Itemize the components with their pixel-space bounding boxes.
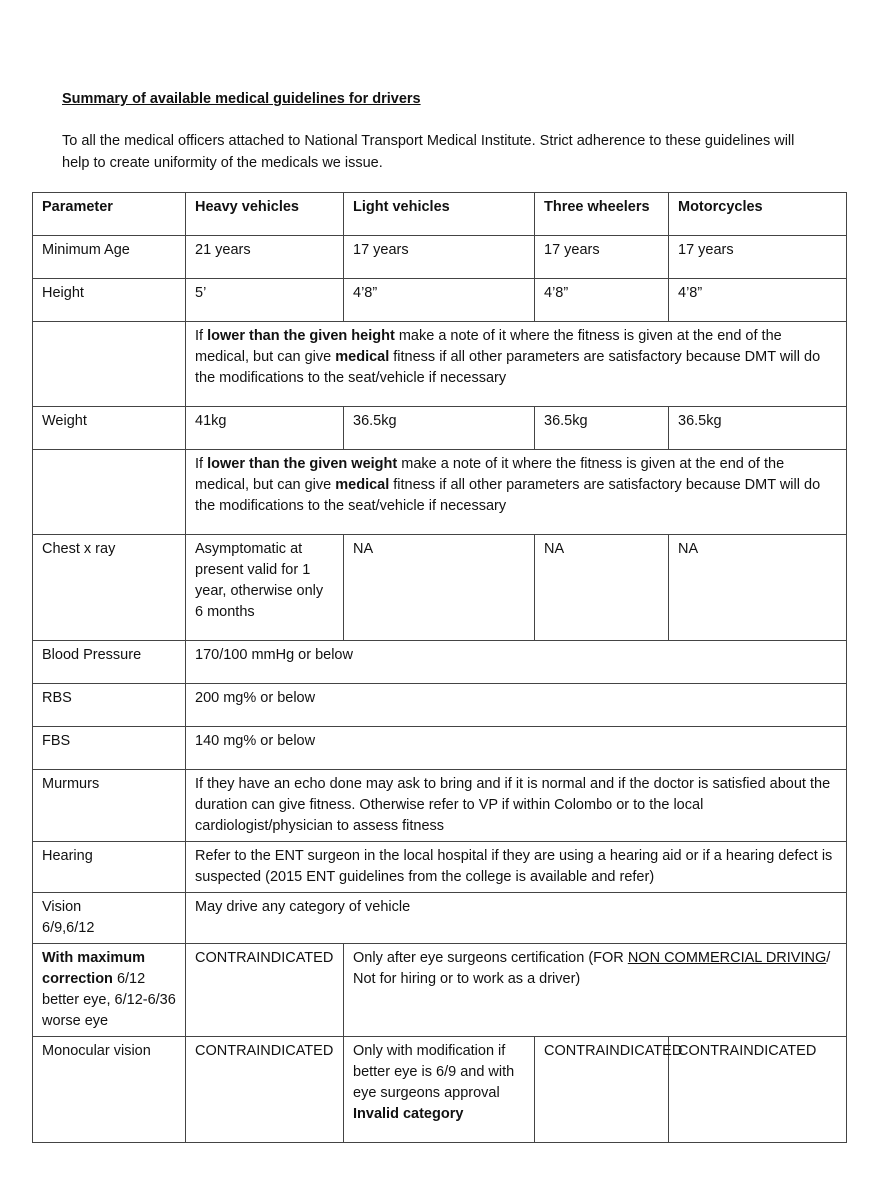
cell-heavy: Asymptomatic at present valid for 1 year, otherwise only 6 months	[186, 535, 344, 641]
cell-three: 4’8”	[535, 279, 669, 322]
row-weight-note	[33, 450, 847, 535]
cell-three: 36.5kg	[535, 407, 669, 450]
empty-cell	[33, 450, 186, 535]
cell-moto: 4’8”	[669, 279, 847, 322]
page-title: Summary of available medical guidelines for drivers	[62, 91, 421, 107]
label: With maximum correction 6/12 better eye, 6/12-6/36 worse eye	[33, 944, 186, 1037]
row-min-age	[33, 236, 847, 279]
cell-light: 36.5kg	[344, 407, 535, 450]
row-monocular	[33, 1037, 847, 1143]
cell-heavy: 21 years	[186, 236, 344, 279]
row-height	[33, 279, 847, 322]
label: Blood Pressure	[33, 641, 186, 684]
row-murmurs	[33, 770, 847, 842]
label: Weight	[33, 407, 186, 450]
header-heavy: Heavy vehicles	[186, 193, 344, 236]
cell-moto: 17 years	[669, 236, 847, 279]
cell-value: 140 mg% or below	[186, 727, 847, 770]
cell-moto: 36.5kg	[669, 407, 847, 450]
cell-three: CONTRAINDICATED	[535, 1037, 669, 1143]
row-height-note	[33, 322, 847, 407]
label: Height	[33, 279, 186, 322]
header-three: Three wheelers	[535, 193, 669, 236]
label: RBS	[33, 684, 186, 727]
row-weight	[33, 407, 847, 450]
label: Monocular vision	[33, 1037, 186, 1143]
cell-three: 17 years	[535, 236, 669, 279]
row-hearing	[33, 842, 847, 893]
empty-cell	[33, 322, 186, 407]
row-max-correction	[33, 944, 847, 1037]
cell-value: 200 mg% or below	[186, 684, 847, 727]
cell-light: NA	[344, 535, 535, 641]
cell-three: NA	[535, 535, 669, 641]
cell-moto: NA	[669, 535, 847, 641]
cell-heavy: 5’	[186, 279, 344, 322]
label: Chest x ray	[33, 535, 186, 641]
cell-other: Only after eye surgeons certification (FOR NON COMMERCIAL DRIVING/ Not for hiring or to work as a driver)	[344, 944, 847, 1037]
row-rbs	[33, 684, 847, 727]
label: Vision 6/9,6/12	[33, 893, 186, 944]
header-row	[33, 193, 847, 236]
cell-value: Refer to the ENT surgeon in the local hospital if they are using a hearing aid or if a hearing defect is suspected (2015 ENT guidelines from the college is available and refer)	[186, 842, 847, 893]
label: Murmurs	[33, 770, 186, 842]
header-moto: Motorcycles	[669, 193, 847, 236]
guidelines-table	[32, 192, 847, 1143]
row-fbs	[33, 727, 847, 770]
row-bp	[33, 641, 847, 684]
label: FBS	[33, 727, 186, 770]
row-vision	[33, 893, 847, 944]
cell-light: 4’8”	[344, 279, 535, 322]
cell-value: If they have an echo done may ask to bring and if it is normal and if the doctor is satisfied about the duration can give fitness. Otherwise refer to VP if within Colombo or to the local cardiologist/physician to assess fitness	[186, 770, 847, 842]
cell-heavy: CONTRAINDICATED	[186, 944, 344, 1037]
height-note: If lower than the given height make a note of it where the fitness is given at the end of the medical, but can give medical fitness if all other parameters are satisfactory because DMT will do the modifications to the seat/vehicle if necessary	[186, 322, 847, 407]
cell-light: 17 years	[344, 236, 535, 279]
row-chest	[33, 535, 847, 641]
cell-light: Only with modification if better eye is 6/9 and with eye surgeons approval Invalid category	[344, 1037, 535, 1143]
label: Hearing	[33, 842, 186, 893]
header-light: Light vehicles	[344, 193, 535, 236]
cell-value: 170/100 mmHg or below	[186, 641, 847, 684]
cell-moto: CONTRAINDICATED	[669, 1037, 847, 1143]
cell-heavy: 41kg	[186, 407, 344, 450]
intro-paragraph: To all the medical officers attached to National Transport Medical Institute. Strict adherence to these guidelines will help to create uniformity of the medicals we issue.	[62, 133, 795, 171]
weight-note: If lower than the given weight make a note of it where the fitness is given at the end of the medical, but can give medical fitness if all other parameters are satisfactory because DMT will do the modifications to the seat/vehicle if necessary	[186, 450, 847, 535]
cell-value: May drive any category of vehicle	[186, 893, 847, 944]
label: Minimum Age	[33, 236, 186, 279]
header-parameter: Parameter	[33, 193, 186, 236]
cell-heavy: CONTRAINDICATED	[186, 1037, 344, 1143]
